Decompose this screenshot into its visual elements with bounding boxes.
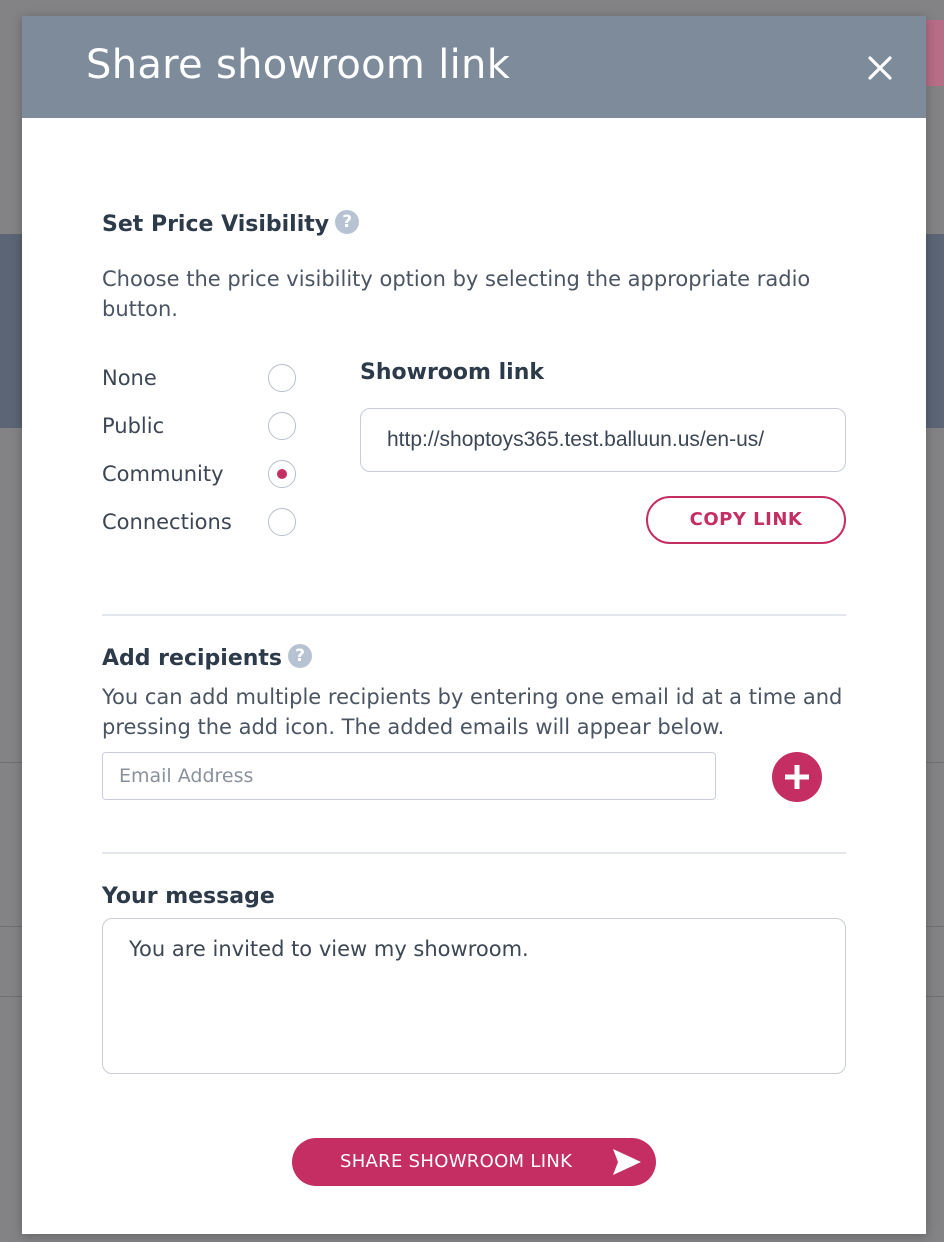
radio-button-public[interactable] (268, 412, 296, 440)
radio-button-community[interactable] (268, 460, 296, 488)
add-recipients-title (102, 646, 312, 671)
radio-button-connections[interactable] (268, 508, 296, 536)
modal-header (22, 16, 926, 118)
radio-option-public[interactable] (102, 412, 302, 446)
price-visibility-title-text: Set Price Visibility (102, 212, 330, 237)
share-showroom-link-button[interactable] (292, 1138, 656, 1186)
section-divider (102, 614, 846, 616)
radio-label: None (102, 366, 157, 390)
send-icon (612, 1148, 642, 1176)
radio-label: Community (102, 462, 224, 486)
radio-option-community[interactable] (102, 460, 302, 494)
your-message-title: Your message (102, 884, 275, 909)
question-mark-icon[interactable]: ? (288, 644, 312, 668)
email-address-input[interactable] (102, 752, 716, 800)
add-recipients-description: You can add multiple recipients by entering one email id at a time and pressing the add icon. The added emails will appear below. (102, 685, 843, 739)
copy-link-button[interactable]: COPY LINK (646, 496, 846, 544)
showroom-link-label: Showroom link (360, 360, 544, 385)
price-visibility-title (102, 212, 359, 237)
close-button[interactable] (858, 46, 902, 90)
message-textarea[interactable] (102, 918, 846, 1074)
radio-button-none[interactable] (268, 364, 296, 392)
modal-title: Share showroom link (86, 42, 511, 88)
close-icon (858, 46, 902, 90)
add-recipients-title-text: Add recipients (102, 646, 283, 671)
radio-label: Public (102, 414, 165, 438)
radio-label: Connections (102, 510, 232, 534)
section-divider (102, 852, 846, 854)
price-visibility-description: Choose the price visibility option by selecting the appropriate radio button. (102, 267, 811, 321)
showroom-link-input[interactable] (360, 408, 846, 472)
radio-option-connections[interactable] (102, 508, 302, 542)
question-mark-icon[interactable]: ? (335, 210, 359, 234)
share-button-label: SHARE SHOWROOM LINK (340, 1151, 573, 1172)
plus-icon (772, 752, 822, 802)
add-recipient-button[interactable] (772, 752, 822, 802)
share-showroom-modal (22, 16, 926, 1234)
radio-option-none[interactable] (102, 364, 302, 398)
